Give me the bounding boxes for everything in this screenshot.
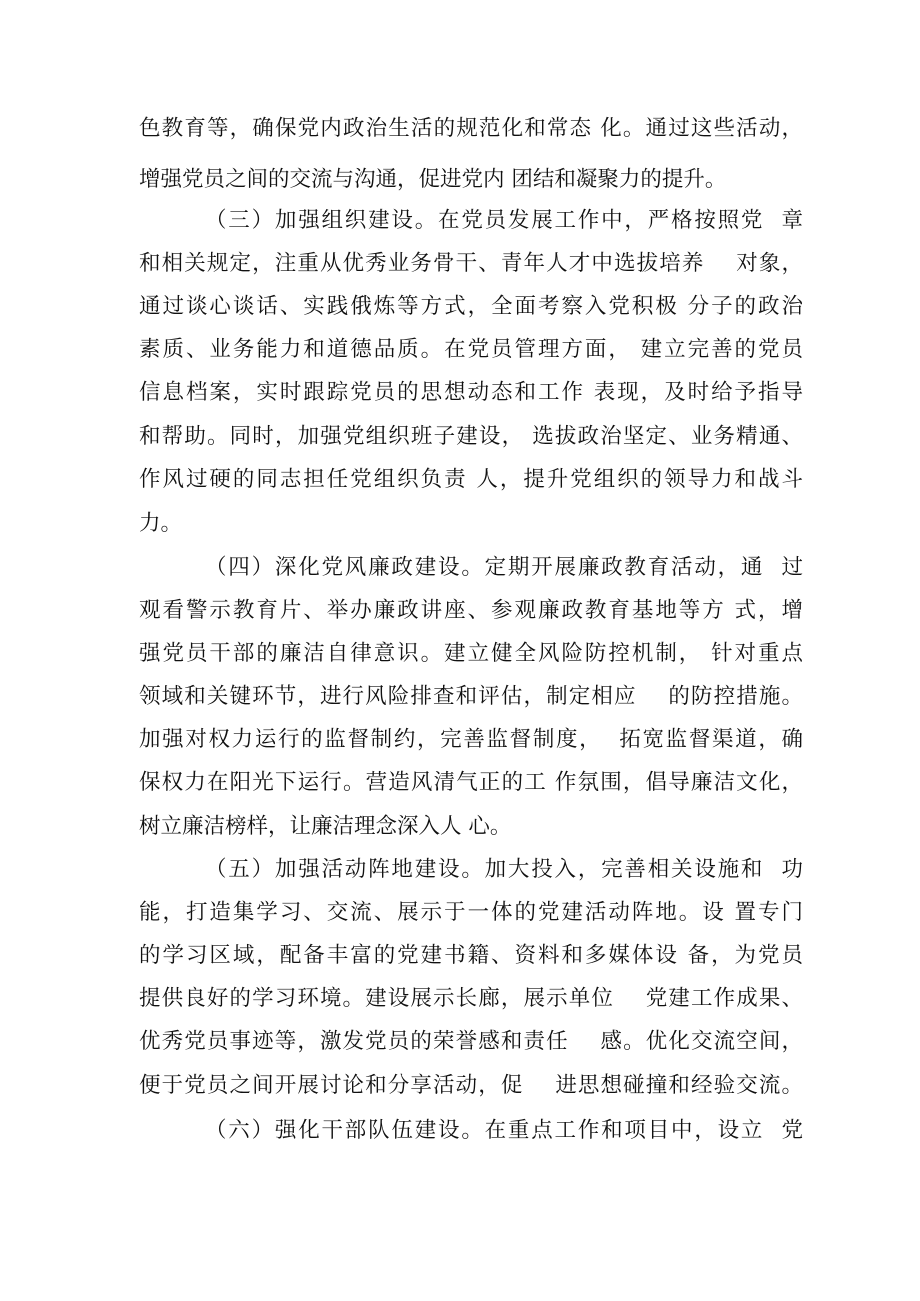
text-line: 能，打造集学习、交流、展示于一体的党建活动阵地。设 置专门 <box>139 900 803 925</box>
text-line: 强党员干部的廉洁自律意识。建立健全风险防控机制， 针对重点 <box>139 641 803 666</box>
text-line: 领域和关键环节，进行风险排查和评估，制定相应 的防控措施。 <box>139 684 803 709</box>
paragraph-heading-4: （四）深化党风廉政建设。定期开展廉政教育活动，通 过 <box>205 555 803 580</box>
text-line: 保权力在阳光下运行。营造风清气正的工 作氛围，倡导廉洁文化， <box>139 770 803 795</box>
text-line: 便于党员之间开展讨论和分享活动，促 进思想碰撞和经验交流。 <box>139 1073 803 1098</box>
text-line: 和相关规定，注重从优秀业务骨干、青年人才中选拔培养 对象， <box>139 251 803 276</box>
text-line: 信息档案，实时跟踪党员的思想动态和工作 表现，及时给予指导 <box>139 380 803 405</box>
text-line: 优秀党员事迹等，激发党员的荣誉感和责任 感。优化交流空间， <box>139 1029 803 1054</box>
text-line: 色教育等，确保党内政治生活的规范化和常态 化。通过这些活动， <box>139 116 803 141</box>
text-line: 加强对权力运行的监督制约，完善监督制度， 拓宽监督渠道，确 <box>139 727 803 752</box>
text-line: 的学习区域，配备丰富的党建书籍、资料和多媒体设 备，为党员 <box>139 943 803 968</box>
text-line: 通过谈心谈话、实践俄炼等方式，全面考察入党积极 分子的政治 <box>139 294 803 319</box>
paragraph-heading-6: （六）强化干部队伍建设。在重点工作和项目中，设立 党 <box>205 1118 803 1143</box>
text-line: 作风过硬的同志担任党组织负责 人，提升党组织的领导力和战斗 <box>139 467 803 492</box>
text-line: 提供良好的学习环境。建设展示长廊，展示单位 党建工作成果、 <box>139 986 803 1011</box>
text-line: 观看警示教育片、举办廉政讲座、参观廉政教育基地等方 式，增 <box>139 598 803 623</box>
text-line: 和帮助。同时，加强党组织班子建设， 选拔政治坚定、业务精通、 <box>139 424 803 449</box>
text-line: 树立廉洁榜样，让廉洁理念深入人 心。 <box>139 814 512 839</box>
paragraph-heading-5: （五）加强活动阵地建设。加大投入，完善相关设施和 功 <box>205 857 803 882</box>
text-line: 素质、业务能力和道德品质。在党员管理方面， 建立完善的党员 <box>139 337 803 362</box>
text-line: 力。 <box>139 511 183 536</box>
text-line: 增强党员之间的交流与沟通，促进党内 团结和凝聚力的提升。 <box>139 167 727 192</box>
paragraph-heading-3: （三）加强组织建设。在党员发展工作中，严格按照党 章 <box>205 208 803 233</box>
